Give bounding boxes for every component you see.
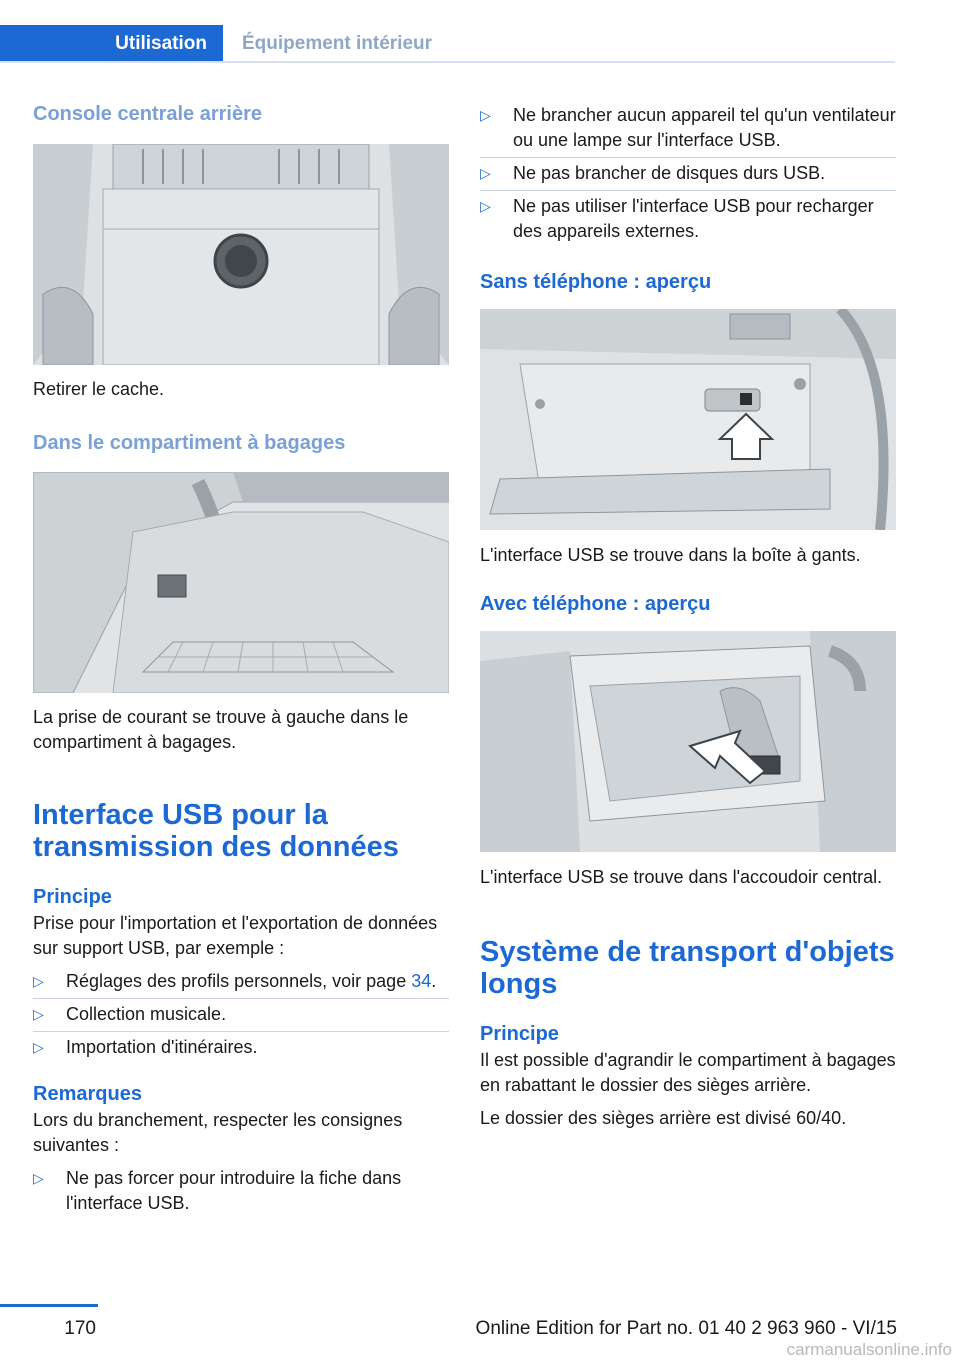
triangle-bullet-icon: ▷ bbox=[33, 1006, 44, 1022]
right-column bbox=[480, 100, 896, 1131]
list-usb-examples bbox=[33, 966, 449, 1064]
text-principle-left: Prise pour l'importation et l'exportation de données sur support USB, par exemple : bbox=[33, 913, 438, 958]
heading-long-objects: Système de transport d'objets longs bbox=[480, 936, 895, 1000]
list-item: ▷ Collection musicale. bbox=[33, 999, 449, 1032]
figure-trunk bbox=[33, 472, 449, 693]
list-item: ▷ Réglages des profils personnels, voir page 34. bbox=[33, 966, 449, 999]
heading-principle-left: Principe bbox=[33, 886, 112, 908]
list-item: ▷ Ne brancher aucun appareil tel qu'un ventilateur ou une lampe sur l'interface USB. bbox=[480, 100, 896, 158]
heading-without-phone: Sans téléphone : aperçu bbox=[480, 271, 712, 293]
text-trunk-socket: La prise de courant se trouve à gauche dans le compartiment à bagages. bbox=[33, 707, 409, 752]
figure-rear-console bbox=[33, 144, 449, 365]
heading-remarks: Remarques bbox=[33, 1083, 142, 1105]
triangle-bullet-icon: ▷ bbox=[480, 107, 491, 123]
page-number: 170 bbox=[64, 1318, 96, 1339]
heading-with-phone: Avec téléphone : aperçu bbox=[480, 593, 711, 615]
text-remove-cover: Retirer le cache. bbox=[33, 379, 165, 399]
left-column bbox=[33, 100, 449, 1220]
text-seat-split: Le dossier des sièges arrière est divisé 60/40. bbox=[480, 1108, 847, 1128]
header-rule bbox=[0, 61, 895, 63]
chapter-tab[interactable]: Utilisation bbox=[0, 25, 223, 62]
list-item: ▷ Ne pas forcer pour introduire la fiche dans l'interface USB. bbox=[33, 1168, 402, 1213]
list-usb-warnings bbox=[480, 100, 896, 248]
heading-principle-right: Principe bbox=[480, 1023, 559, 1045]
heading-rear-console: Console centrale arrière bbox=[33, 103, 262, 125]
triangle-bullet-icon: ▷ bbox=[480, 198, 491, 214]
text-armrest: L'interface USB se trouve dans l'accoudoir central. bbox=[480, 867, 883, 887]
list-item: ▷ Ne pas brancher de disques durs USB. bbox=[480, 158, 896, 191]
triangle-bullet-icon: ▷ bbox=[33, 973, 44, 989]
triangle-bullet-icon: ▷ bbox=[33, 1039, 44, 1055]
page-link[interactable]: 34 bbox=[411, 971, 432, 991]
text-remarks: Lors du branchement, respecter les consignes suivantes : bbox=[33, 1110, 403, 1155]
triangle-bullet-icon: ▷ bbox=[33, 1170, 44, 1186]
footer-rule bbox=[0, 1304, 98, 1307]
text-principle-right: Il est possible d'agrandir le compartiment à bagages en rabattant le dossier des sièges arrière. bbox=[480, 1050, 896, 1095]
text-glovebox: L'interface USB se trouve dans la boîte à gants. bbox=[480, 545, 861, 565]
figure-glovebox bbox=[480, 309, 896, 530]
list-item: ▷ Importation d'itinéraires. bbox=[33, 1032, 449, 1064]
heading-usb-interface: Interface USB pour la transmission des données bbox=[33, 799, 399, 863]
list-item: ▷ Ne pas utiliser l'interface USB pour recharger des appareils externes. bbox=[480, 196, 874, 241]
heading-trunk: Dans le compartiment à bagages bbox=[33, 432, 346, 454]
triangle-bullet-icon: ▷ bbox=[480, 165, 491, 181]
edition-info: Online Edition for Part no. 01 40 2 963 960 - VI/15 bbox=[475, 1318, 897, 1339]
list-remarks bbox=[33, 1163, 449, 1220]
section-title[interactable]: Équipement intérieur bbox=[242, 33, 433, 54]
figure-armrest bbox=[480, 631, 896, 852]
watermark: carmanualsonline.info bbox=[786, 1340, 952, 1359]
